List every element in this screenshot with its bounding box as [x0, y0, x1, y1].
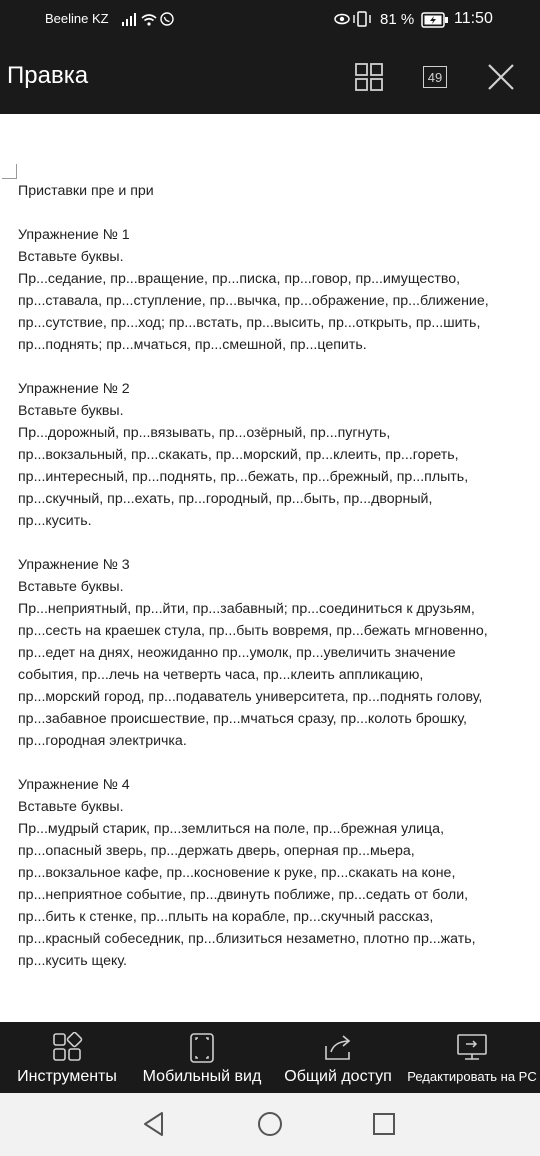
doc-line: пр...кусить. — [18, 513, 92, 529]
doc-line: пр...красный собеседник, пр...близиться незаметно, плотно пр...жать, — [18, 931, 476, 947]
edit-on-pc-button[interactable] — [404, 1022, 540, 1093]
doc-line: пр...вокзальное кафе, пр...косновение к руке, пр...скакать на коне, — [18, 865, 456, 881]
clock: 11:50 — [454, 10, 493, 27]
exercise-instruction: Вставьте буквы. — [18, 579, 124, 595]
document-view[interactable] — [0, 114, 540, 1022]
doc-line: пр...неприятное событие, пр...двинуть поближе, пр...седать от боли, — [18, 887, 469, 903]
back-button[interactable] — [139, 1109, 169, 1139]
exercise-instruction: Вставьте буквы. — [18, 799, 124, 815]
exercise-title: Упражнение № 3 — [18, 557, 130, 573]
share-button[interactable] — [278, 1022, 398, 1093]
edit-on-pc-label: Редактировать на PC — [407, 1069, 537, 1084]
doc-line: пр...сутствие, пр...ход; пр...встать, пр...высить, пр...открыть, пр...шить, — [18, 315, 481, 331]
page-title: Правка — [7, 62, 89, 89]
status-bar — [0, 0, 540, 40]
app-bar — [0, 40, 540, 114]
doc-line: пр...морский город, пр...подаватель университета, пр...поднять голову, — [18, 689, 483, 705]
exercise-instruction: Вставьте буквы. — [18, 249, 124, 265]
doc-line: Пр...седание, пр...вращение, пр...писка, пр...говор, пр...имущество, — [18, 271, 461, 287]
home-icon — [256, 1110, 284, 1138]
doc-line: пр...поднять; пр...мчаться, пр...смешной, пр...цепить. — [18, 337, 367, 353]
page-count: 49 — [427, 69, 443, 85]
exercise-instruction: Вставьте буквы. — [18, 403, 124, 419]
doc-line: пр...забавное происшествие, пр...мчаться сразу, пр...колоть брошку, — [18, 711, 467, 727]
tools-button[interactable] — [6, 1022, 128, 1093]
tools-label: Инструменты — [17, 1068, 117, 1085]
grid-view-icon — [354, 62, 384, 92]
bottom-toolbar — [0, 1022, 540, 1093]
mobile-view-button[interactable] — [136, 1022, 268, 1093]
page-count-button[interactable] — [412, 54, 458, 100]
doc-line: пр...скучный, пр...ехать, пр...городный, пр...быть, пр...дворный, — [18, 491, 433, 507]
doc-line: Пр...дорожный, пр...вязывать, пр...озёрный, пр...пугнуть, — [18, 425, 391, 441]
tools-icon — [51, 1032, 83, 1062]
share-icon — [322, 1032, 354, 1062]
system-nav-bar — [0, 1093, 540, 1156]
carrier-name: Beeline KZ — [45, 11, 109, 26]
doc-line: пр...кусить щеку. — [18, 953, 127, 969]
share-label: Общий доступ — [284, 1068, 392, 1085]
battery-percent: 81 % — [380, 11, 415, 28]
mobile-view-label: Мобильный вид — [142, 1068, 262, 1085]
doc-line: события, пр...лечь на четверть часа, пр...клеить аппликацию, — [18, 667, 424, 683]
doc-line: пр...бить к стенке, пр...плыть на корабле, пр...скучный рассказ, — [18, 909, 434, 925]
recents-button[interactable] — [369, 1109, 399, 1139]
exercise-title: Упражнение № 1 — [18, 227, 130, 243]
mobile-view-icon — [188, 1032, 216, 1064]
doc-line — [18, 202, 540, 224]
doc-line — [18, 752, 540, 774]
doc-line: пр...интересный, пр...поднять, пр...бежать, пр...брежный, пр...плыть, — [18, 469, 469, 485]
doc-line — [18, 356, 540, 378]
exercise-title: Упражнение № 4 — [18, 777, 130, 793]
page-corner-mark — [2, 164, 17, 179]
back-icon — [141, 1110, 167, 1138]
doc-line: пр...едет на днях, неожиданно пр...умолк, пр...увеличить значение — [18, 645, 456, 661]
close-button[interactable] — [478, 54, 524, 100]
document-text — [18, 180, 540, 972]
signal-wifi-icons — [120, 10, 176, 31]
doc-heading: Приставки пре и при — [18, 183, 154, 199]
doc-line: Пр...мудрый старик, пр...землиться на поле, пр...брежная улица, — [18, 821, 445, 837]
doc-line: пр...ставала, пр...ступление, пр...вычка, пр...ображение, пр...ближение, — [18, 293, 489, 309]
doc-line: пр...опасный зверь, пр...держать дверь, оперная пр...мьера, — [18, 843, 415, 859]
recents-icon — [371, 1111, 397, 1137]
exercise-title: Упражнение № 2 — [18, 381, 130, 397]
home-button[interactable] — [255, 1109, 285, 1139]
doc-line: Пр...неприятный, пр...йти, пр...забавный; пр...соединиться к друзьям, — [18, 601, 475, 617]
close-icon — [486, 62, 516, 92]
edit-on-pc-icon — [455, 1032, 489, 1062]
doc-line — [18, 532, 540, 554]
doc-line: пр...городная электричка. — [18, 733, 187, 749]
doc-line: пр...сесть на краешек стула, пр...быть вовремя, пр...бежать мгновенно, — [18, 623, 488, 639]
grid-view-button[interactable] — [346, 54, 392, 100]
eye-vibrate-icons — [334, 9, 378, 32]
page-count-icon — [423, 66, 447, 88]
battery-icon — [421, 12, 449, 31]
doc-line: пр...вокзальный, пр...скакать, пр...морский, пр...клеить, пр...гореть, — [18, 447, 459, 463]
